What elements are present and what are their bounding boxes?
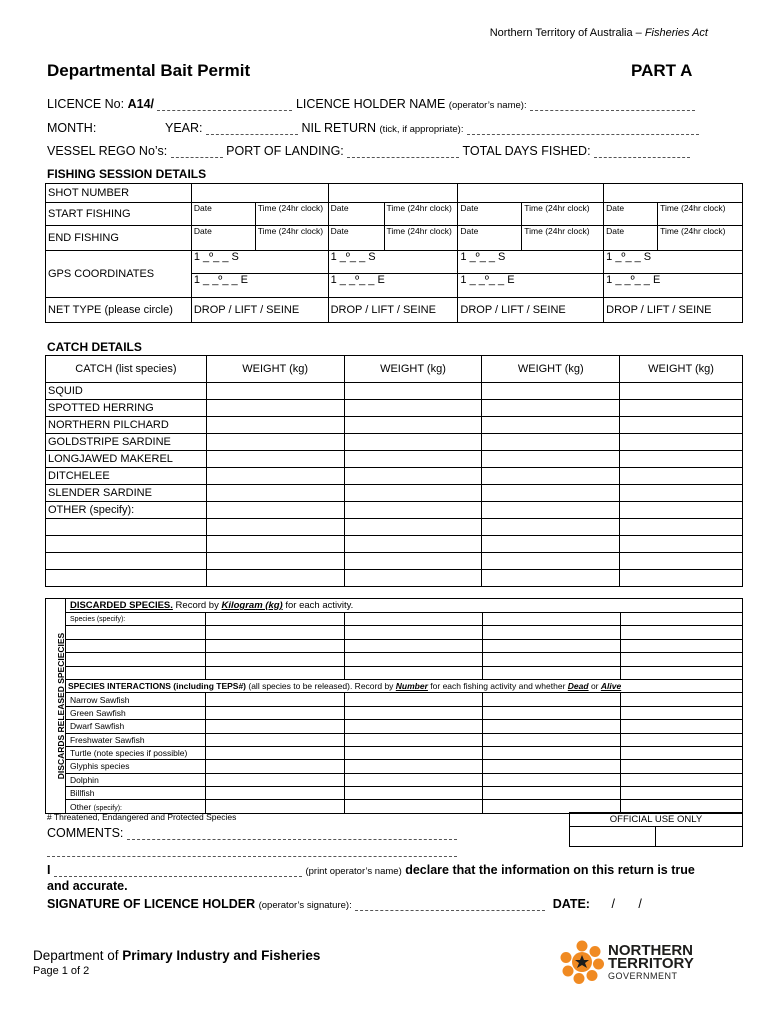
weight-header: WEIGHT (kg) [620,356,743,383]
start-time-cell[interactable]: Time (24hr clock) [255,203,328,226]
interaction-cell[interactable] [205,733,344,746]
interaction-cell[interactable] [483,706,621,719]
end-date-cell[interactable]: Date [191,226,255,251]
discard-species-label [65,613,205,626]
gps-east-cell[interactable]: 1 _ _º_ _ E [328,274,458,298]
start-date-cell[interactable]: Date [191,203,255,226]
discards-side-cell [46,599,66,814]
gps-south-cell[interactable]: 1 _º_ _ S [191,251,328,274]
vessel-rego-label: VESSEL REGO No’s: [47,144,168,158]
interaction-cell[interactable] [344,706,483,719]
interaction-cell[interactable] [205,787,344,800]
discard-cell[interactable] [621,613,743,626]
end-time-cell[interactable]: Time (24hr clock) [384,226,458,251]
catch-species-label: DITCHELEE [46,468,207,485]
date-separator: / [638,897,642,911]
end-fishing-label: END FISHING [46,226,192,251]
interaction-cell[interactable] [205,720,344,733]
nt-government-logo-icon [560,940,604,984]
interaction-cell[interactable] [205,773,344,786]
official-use-cell [570,827,656,847]
interaction-cell[interactable] [205,746,344,759]
interaction-cell[interactable] [621,733,743,746]
discarded-heading-bold: DISCARDED SPECIES. [69,600,173,611]
signature-hint: (operator’s signature): [258,900,352,911]
start-date-cell[interactable]: Date [458,203,522,226]
comments-line [47,826,457,840]
catch-species-label: SLENDER SARDINE [46,485,207,502]
weight-cell[interactable] [206,383,344,400]
department-bold: Primary Industry and Fisheries [122,948,321,963]
discard-species-cell[interactable] [65,666,205,679]
weight-cell[interactable] [344,451,482,468]
weight-cell[interactable] [620,417,743,434]
logo-line-1: NORTHERN [608,942,693,959]
discarded-species-heading [65,599,742,613]
net-type-cell[interactable]: DROP / LIFT / SEINE [191,298,328,323]
weight-cell[interactable] [620,553,743,570]
interaction-cell[interactable] [483,733,621,746]
start-time-cell[interactable]: Time (24hr clock) [384,203,458,226]
interaction-cell[interactable] [621,693,743,706]
weight-cell[interactable] [344,502,482,519]
department-name [33,948,320,963]
discard-cell[interactable] [483,626,621,639]
jurisdiction-text: Northern Territory of Australia – [489,27,642,39]
comments-label: COMMENTS: [47,826,124,840]
catch-species-label: SPOTTED HERRING [46,400,207,417]
interaction-cell[interactable] [483,693,621,706]
end-time-cell[interactable]: Time (24hr clock) [255,226,328,251]
weight-cell[interactable] [482,417,620,434]
net-type-label: NET TYPE (please circle) [46,298,192,323]
discard-cell[interactable] [344,653,483,666]
year-line [165,121,699,135]
nil-return-label: NIL RETURN [301,121,377,135]
licence-prefix: A14/ [127,97,154,111]
official-use-cell [656,827,743,847]
weight-cell[interactable] [620,383,743,400]
weight-cell[interactable] [206,536,344,553]
interaction-species-label: Billfish [65,787,205,800]
net-type-cell[interactable]: DROP / LIFT / SEINE [458,298,604,323]
interaction-cell[interactable] [344,800,483,813]
interaction-species-label: Dwarf Sawfish [65,720,205,733]
total-days-label: TOTAL DAYS FISHED: [462,144,591,158]
interaction-species-label: Freshwater Sawfish [65,733,205,746]
discard-cell[interactable] [621,639,743,652]
weight-cell[interactable] [206,468,344,485]
year-field[interactable] [206,122,298,135]
species-interactions-heading [65,679,742,692]
weight-cell[interactable] [620,485,743,502]
licence-line [47,97,695,111]
date-label: DATE: [552,897,590,911]
discard-species-cell[interactable] [65,639,205,652]
shot-number-cell[interactable] [458,184,604,203]
weight-cell[interactable] [344,485,482,502]
interaction-cell[interactable] [621,760,743,773]
discard-cell[interactable] [621,653,743,666]
discards-side-label-text: DISCARDS RELEASED SPECIECIES [56,632,66,780]
interactions-or: or [588,681,601,692]
licence-holder-hint: (operator’s name): [448,100,527,111]
signature-label: SIGNATURE OF LICENCE HOLDER [47,897,256,911]
end-time-cell[interactable]: Time (24hr clock) [658,226,743,251]
declaration-line [47,863,695,877]
discard-cell[interactable] [205,613,344,626]
weight-cell[interactable] [620,468,743,485]
end-time-cell[interactable]: Time (24hr clock) [522,226,604,251]
catch-species-label: SQUID [46,383,207,400]
comments-field-line-2[interactable] [47,844,457,857]
catch-species-other[interactable] [46,553,207,570]
discard-cell[interactable] [205,666,344,679]
gps-south-cell[interactable]: 1 _º_ _ S [458,251,604,274]
month-label: MONTH: [47,121,97,135]
weight-cell[interactable] [344,519,482,536]
weight-cell[interactable] [344,468,482,485]
licence-no-field[interactable] [157,98,292,111]
interaction-cell[interactable] [344,760,483,773]
interaction-cell[interactable] [621,773,743,786]
weight-cell[interactable] [482,519,620,536]
weight-cell[interactable] [344,434,482,451]
weight-cell[interactable] [482,502,620,519]
weight-cell[interactable] [206,553,344,570]
discard-cell[interactable] [344,613,483,626]
nt-government-logo-text [608,944,694,983]
part-label: PART A [631,61,693,80]
net-type-cell[interactable]: DROP / LIFT / SEINE [604,298,743,323]
interaction-cell[interactable] [621,787,743,800]
port-field[interactable] [347,145,459,158]
weight-cell[interactable] [344,383,482,400]
interaction-species-label: Narrow Sawfish [65,693,205,706]
shot-number-cell[interactable] [328,184,458,203]
weight-cell[interactable] [482,468,620,485]
weight-cell[interactable] [482,383,620,400]
gps-east-cell[interactable]: 1 _ _º_ _ E [191,274,328,298]
discard-cell[interactable] [483,613,621,626]
interactions-dead: Dead [567,681,589,692]
end-date-cell[interactable]: Date [328,226,384,251]
gps-south-cell[interactable]: 1 _º_ _ S [604,251,743,274]
weight-cell[interactable] [344,417,482,434]
interactions-mid: for each fishing activity and whether [427,681,568,692]
weight-cell[interactable] [344,553,482,570]
weight-cell[interactable] [482,451,620,468]
teps-footnote: # Threatened, Endangered and Protected Species [47,812,237,822]
weight-cell[interactable] [620,434,743,451]
interaction-cell[interactable] [344,720,483,733]
weight-cell[interactable] [482,485,620,502]
species-label-text: Species [69,615,95,623]
catch-species-other[interactable] [46,536,207,553]
weight-cell[interactable] [482,434,620,451]
print-name-hint: (print operator’s name) [305,866,402,877]
catch-species-label: NORTHERN PILCHARD [46,417,207,434]
comments-field[interactable] [127,827,457,840]
interaction-cell[interactable] [344,733,483,746]
discard-cell[interactable] [205,653,344,666]
weight-cell[interactable] [482,553,620,570]
interactions-number: Number [395,681,428,692]
start-time-cell[interactable]: Time (24hr clock) [658,203,743,226]
declaration-continued: and accurate. [47,879,128,893]
interaction-cell[interactable] [483,773,621,786]
weight-cell[interactable] [206,502,344,519]
catch-details-heading: CATCH DETAILS [47,340,142,354]
weight-cell[interactable] [620,400,743,417]
discard-species-cell[interactable] [65,626,205,639]
act-text: Fisheries Act [644,27,708,39]
shot-number-cell[interactable] [604,184,743,203]
discard-cell[interactable] [205,639,344,652]
catch-species-header: CATCH (list species) [46,356,207,383]
weight-cell[interactable] [620,519,743,536]
other-hint-text: (specify): [93,804,123,812]
discard-cell[interactable] [483,666,621,679]
discard-cell[interactable] [344,639,483,652]
interactions-heading-bold: SPECIES INTERACTIONS (including TEPS#) [67,681,247,692]
licence-holder-field[interactable] [530,98,695,111]
gps-label: GPS COORDINATES [46,251,192,298]
weight-cell[interactable] [344,536,482,553]
net-type-cell[interactable]: DROP / LIFT / SEINE [328,298,458,323]
discard-cell[interactable] [621,626,743,639]
discard-cell[interactable] [205,626,344,639]
total-days-field[interactable] [594,145,690,158]
logo-line-3: GOVERNMENT [608,971,678,981]
document-header [490,27,708,39]
gps-south-cell[interactable]: 1 _º_ _ S [328,251,458,274]
interaction-cell[interactable] [344,746,483,759]
interaction-cell[interactable] [483,787,621,800]
fishing-session-table [45,183,743,323]
interaction-species-label: Green Sawfish [65,706,205,719]
interaction-cell[interactable] [483,720,621,733]
catch-table [45,355,743,587]
other-label-text: Other [69,801,92,812]
interaction-species-label: Dolphin [65,773,205,786]
discard-cell[interactable] [344,666,483,679]
interaction-cell[interactable] [344,693,483,706]
weight-cell[interactable] [620,570,743,587]
interactions-text: (all species to be released). Record by [246,681,396,692]
port-label: PORT OF LANDING: [226,144,344,158]
weight-cell[interactable] [344,400,482,417]
interaction-cell[interactable] [205,760,344,773]
start-time-cell[interactable]: Time (24hr clock) [522,203,604,226]
interaction-cell[interactable] [205,693,344,706]
interaction-cell[interactable] [621,746,743,759]
licence-no-label: LICENCE No: [47,97,125,111]
gps-east-cell[interactable]: 1 _ _º_ _ E [458,274,604,298]
interaction-cell[interactable] [205,706,344,719]
weight-header: WEIGHT (kg) [482,356,620,383]
licence-holder-label: LICENCE HOLDER NAME [295,97,446,111]
official-use-label: OFFICIAL USE ONLY [570,813,743,827]
discard-cell[interactable] [483,639,621,652]
interaction-cell[interactable] [344,787,483,800]
weight-cell[interactable] [620,536,743,553]
end-date-cell[interactable]: Date [458,226,522,251]
discards-table [45,598,743,814]
catch-species-other[interactable] [46,519,207,536]
official-use-table [569,812,743,847]
logo-line-2: TERRITORY [608,955,694,972]
discarded-heading-text: Record by [172,600,222,611]
nil-return-hint: (tick, if appropriate): [379,124,464,135]
weight-cell[interactable] [206,400,344,417]
discard-cell[interactable] [344,626,483,639]
declaration-i: I [47,863,51,877]
catch-species-label: GOLDSTRIPE SARDINE [46,434,207,451]
vessel-line [47,144,690,158]
interaction-cell[interactable] [483,760,621,773]
declaration-text: declare that the information on this return is true [405,863,695,877]
vessel-rego-field[interactable] [171,145,223,158]
discard-cell[interactable] [483,653,621,666]
weight-cell[interactable] [206,434,344,451]
year-label: YEAR: [165,121,203,135]
interaction-cell[interactable] [344,773,483,786]
interaction-species-label: Glyphis species [65,760,205,773]
start-fishing-label: START FISHING [46,203,192,226]
gps-east-cell[interactable]: 1 _ _º_ _ E [604,274,743,298]
shot-number-label: SHOT NUMBER [46,184,192,203]
signature-field[interactable] [355,898,545,911]
discarded-heading-unit: Kilogram (kg) [221,600,283,611]
department-prefix: Department of [33,948,123,963]
weight-cell[interactable] [206,451,344,468]
catch-species-label: OTHER (specify): [46,502,207,519]
fishing-session-heading: FISHING SESSION DETAILS [47,167,207,181]
page-number: Page 1 of 2 [33,965,90,977]
signature-line [47,897,642,911]
start-date-cell[interactable]: Date [328,203,384,226]
weight-cell[interactable] [206,485,344,502]
weight-cell[interactable] [482,570,620,587]
weight-cell[interactable] [620,451,743,468]
operator-name-field[interactable] [54,864,302,877]
weight-cell[interactable] [206,570,344,587]
interaction-cell[interactable] [483,746,621,759]
discard-species-cell[interactable] [65,653,205,666]
shot-number-cell[interactable] [191,184,328,203]
page-title: Departmental Bait Permit [47,61,251,80]
end-date-cell[interactable]: Date [604,226,658,251]
discarded-heading-tail: for each activity. [282,600,354,611]
species-hint-text: (specify): [96,615,126,623]
catch-species-label: LONGJAWED MAKEREL [46,451,207,468]
catch-species-other[interactable] [46,570,207,587]
weight-cell[interactable] [344,570,482,587]
weight-header: WEIGHT (kg) [206,356,344,383]
weight-cell[interactable] [206,519,344,536]
weight-cell[interactable] [620,502,743,519]
start-date-cell[interactable]: Date [604,203,658,226]
weight-cell[interactable] [482,536,620,553]
discard-cell[interactable] [621,666,743,679]
nil-return-field[interactable] [467,122,699,135]
interaction-cell[interactable] [621,720,743,733]
interaction-cell[interactable] [621,706,743,719]
date-separator: / [611,897,615,911]
weight-cell[interactable] [206,417,344,434]
interaction-species-label: Turtle (note species if possible) [65,746,205,759]
weight-cell[interactable] [482,400,620,417]
interactions-alive: Alive [600,681,622,692]
weight-header: WEIGHT (kg) [344,356,482,383]
